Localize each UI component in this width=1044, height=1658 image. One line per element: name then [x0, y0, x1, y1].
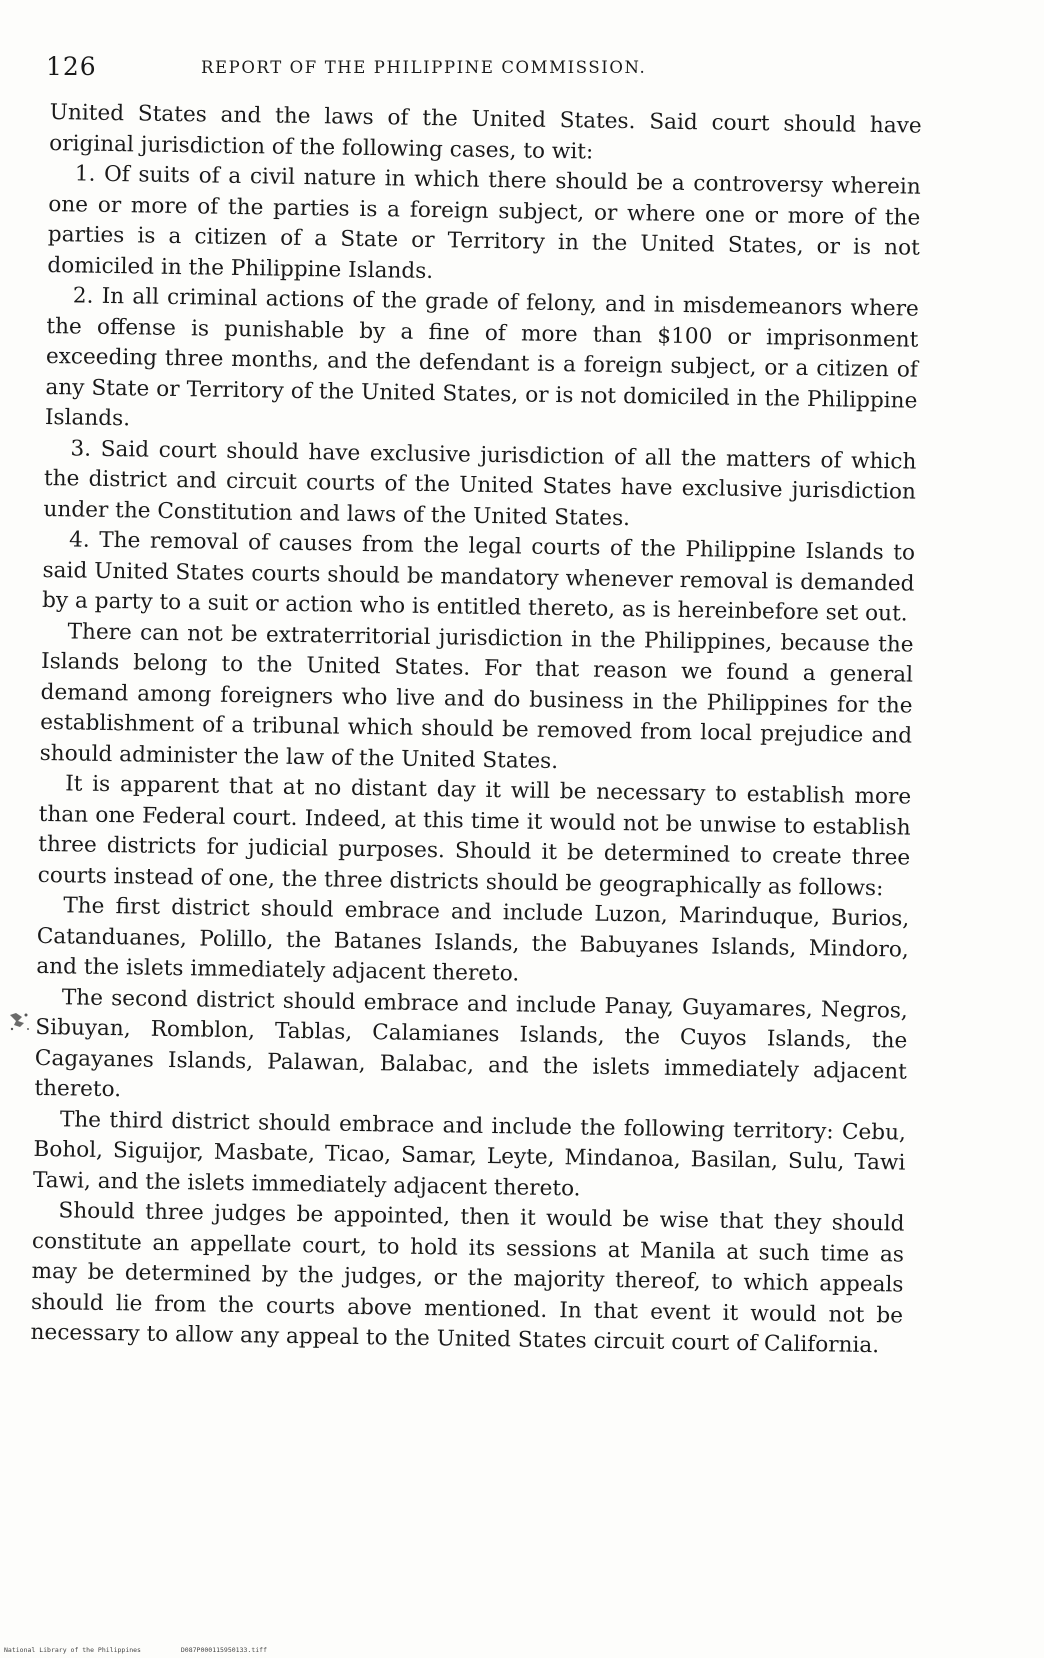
paragraph-extraterritorial: There can not be extraterritorial jurisdiction in the Philippines, because the Islands belong to the United States. For that reason we found a general demand among foreigners who live and do business in the Philippines for the establishment of a tribunal which should be removed from local prejudice and should administer the law of the United States. — [39, 618, 914, 774]
page-header — [46, 52, 786, 88]
running-title: REPORT OF THE PHILIPPINE COMMISSION. — [201, 58, 647, 77]
paragraph-second-district: The second district should embrace and include Panay, Guyamares, Negros, Sibuyan, Romblon, Tablas, Calamianes Islands, the Cuyos Islands, the Cagayanes Islands, Palawan, Balabac, and the islets immediately adjacent thereto. — [34, 984, 908, 1103]
paragraph-first-district: The first district should embrace and include Luzon, Marinduque, Burios, Catanduanes, Polillo, the Batanes Islands, the Babuyanes Islands, Mindoro, and the islets immediately adjacent thereto. — [36, 893, 910, 987]
paragraph-appellate-court: Should three judges be appointed, then it would be wise that they should constitute an appellate court, to hold its sessions at Manila at such time as may be determined by the judges, or the majority thereof, to which appeals should lie from the courts above mentioned. In that event it would not be necessary to allow any appeal to the United States circuit court of California. — [30, 1198, 905, 1359]
paragraph-item-4: 4. The removal of causes from the legal courts of the Philippine Islands to said United States courts should be mandatory whenever removal is demanded by a party to a suit or action who is entitled thereto, as is hereinbefore set out. — [41, 527, 916, 627]
scan-speck — [4, 1005, 36, 1037]
paragraph-item-1: 1. Of suits of a civil nature in which there should be a controversy wherein one or more of the parties is a foreign subject, or where one or more of the parties is a citizen of a State or Territory in the United States, or is not domiciled in the Philippine Islands. — [47, 161, 921, 284]
scan-footer — [4, 1646, 267, 1654]
footer-file: D087P000115950133.tiff — [180, 1646, 267, 1654]
paragraph-item-3: 3. Said court should have exclusive jurisdiction of all the matters of which the district and circuit courts of the United States have exclusive jurisdiction under the Constitution and laws of the United States. — [43, 435, 917, 531]
body-text — [30, 98, 922, 1362]
paragraph-third-district: The third district should embrace and include the following territory: Cebu, Bohol, Siguijor, Masbate, Ticao, Samar, Leyte, Mindanoa, Basilan, Sulu, Tawi Tawi, and the islets immediately adjacent thereto. — [32, 1106, 907, 1201]
footer-library: National Library of the Philippines — [4, 1646, 141, 1654]
paragraph-federal-courts: It is apparent that at no distant day it will be necessary to establish more than one Federal court. Indeed, at this time it would not be unwise to establish three districts for judicial purposes. Should it be determined to create three courts instead of one, the three districts should be geographically as follows: — [37, 771, 912, 901]
paragraph-continuation: United States and the laws of the United States. Said court should have original jurisdiction of the following cases, to wit: — [49, 99, 922, 165]
page-number: 126 — [46, 52, 97, 81]
paragraph-item-2: 2. In all criminal actions of the grade of felony, and in misdemeanors where the offense is punishable by a fine of more than $100 or imprisonment exceeding three months, and the defendant is a foreign subject, or a citizen of any State or Territory of the United States, or is not domiciled in the Philippine Islands. — [44, 283, 919, 432]
